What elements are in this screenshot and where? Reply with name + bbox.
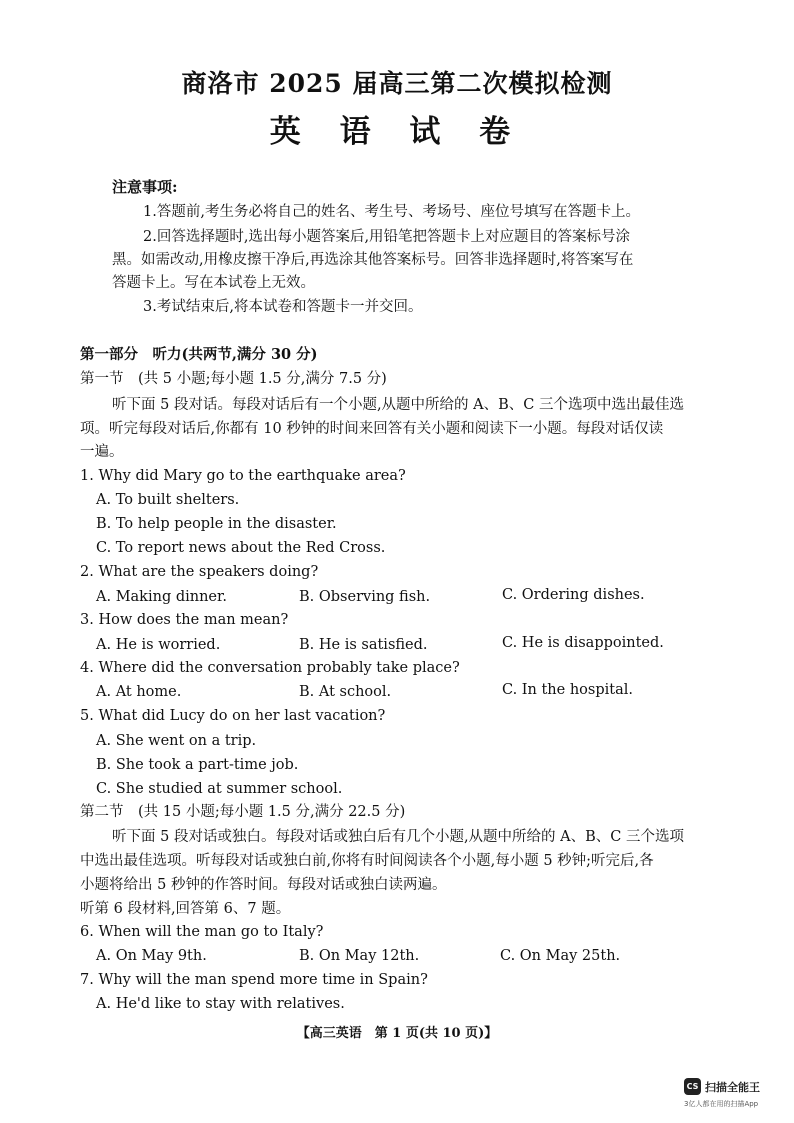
- page-footer: 【高三英语 第 1 页(共 10 页)】: [296, 1026, 498, 1041]
- note-line: 2.回答选择题时,选出每小题答案后,用铅笔把答题卡上对应题目的答案标号涂: [143, 229, 631, 245]
- option-b: B. On May 12th.: [299, 948, 420, 964]
- option-c: C. On May 25th.: [500, 948, 621, 964]
- subject-title: 英 语 试 卷: [269, 114, 525, 150]
- option-c: C. Ordering dishes.: [502, 587, 645, 603]
- option-a: A. On May 9th.: [96, 948, 207, 964]
- section2-heading: 第二节 (共 15 小题;每小题 1.5 分,满分 22.5 分): [80, 804, 406, 820]
- section2-intro: 中选出最佳选项。听每段对话或独白前,你将有时间阅读各个小题,每小题 5 秒钟;听完后,各: [80, 853, 654, 869]
- note-line: 3.考试结束后,将本试卷和答题卡一并交回。: [143, 299, 423, 315]
- part1-heading: 第一部分 听力(共两节,满分 30 分): [80, 346, 318, 363]
- option-b: B. Observing fish.: [299, 589, 431, 605]
- exam-title: 商洛市 2025 届高三第二次模拟检测: [181, 69, 613, 98]
- option-c: C. She studied at summer school.: [96, 781, 343, 797]
- option-a: A. He'd like to stay with relatives.: [96, 996, 345, 1012]
- watermark-name: 扫描全能王: [705, 1080, 760, 1094]
- option-a: A. He is worried.: [96, 637, 221, 653]
- notes-heading: 注意事项:: [112, 178, 178, 196]
- question-text: 3. How does the man mean?: [80, 612, 289, 628]
- question-text: 2. What are the speakers doing?: [80, 564, 319, 580]
- section1-intro: 项。听完每段对话后,你都有 10 秒钟的时间来回答有关小题和阅读下一小题。每段对话仅读: [80, 421, 664, 437]
- question-text: 7. Why will the man spend more time in Spain?: [80, 972, 428, 988]
- section1-intro: 一遍。: [80, 444, 124, 460]
- section1-intro: 听下面 5 段对话。每段对话后有一个小题,从题中所给的 A、B、C 三个选项中选出最佳选: [112, 397, 684, 413]
- note-line: 答题卡上。写在本试卷上无效。: [112, 275, 315, 291]
- material-instruction: 听第 6 段材料,回答第 6、7 题。: [80, 901, 291, 917]
- note-line: 黑。如需改动,用橡皮擦干净后,再选涂其他答案标号。回答非选择题时,将答案写在: [112, 252, 634, 268]
- watermark-tagline: 3亿人都在用的扫描App: [684, 1100, 759, 1108]
- section1-heading: 第一节 (共 5 小题;每小题 1.5 分,满分 7.5 分): [80, 371, 387, 387]
- section2-intro: 听下面 5 段对话或独白。每段对话或独白后有几个小题,从题中所给的 A、B、C 三个选项: [112, 829, 684, 845]
- option-b: B. He is satisfied.: [299, 637, 428, 653]
- option-b: B. To help people in the disaster.: [96, 516, 337, 532]
- option-a: A. To built shelters.: [96, 492, 240, 508]
- option-a: A. At home.: [96, 684, 182, 700]
- option-a: A. Making dinner.: [96, 589, 227, 605]
- question-text: 4. Where did the conversation probably take place?: [80, 660, 460, 676]
- option-c: C. He is disappointed.: [502, 635, 664, 651]
- scanner-watermark: [684, 1078, 760, 1095]
- option-c: C. In the hospital.: [502, 682, 633, 698]
- question-text: 1. Why did Mary go to the earthquake area?: [80, 468, 406, 484]
- section2-intro: 小题将给出 5 秒钟的作答时间。每段对话或独白读两遍。: [80, 877, 447, 893]
- question-text: 6. When will the man go to Italy?: [80, 924, 324, 940]
- note-line: 1.答题前,考生务必将自己的姓名、考生号、考场号、座位号填写在答题卡上。: [143, 204, 640, 220]
- question-text: 5. What did Lucy do on her last vacation?: [80, 708, 386, 724]
- option-a: A. She went on a trip.: [96, 733, 257, 749]
- option-b: B. At school.: [299, 684, 392, 700]
- option-c: C. To report news about the Red Cross.: [96, 540, 386, 556]
- option-b: B. She took a part-time job.: [96, 757, 299, 773]
- camscanner-logo-icon: CS: [684, 1078, 701, 1095]
